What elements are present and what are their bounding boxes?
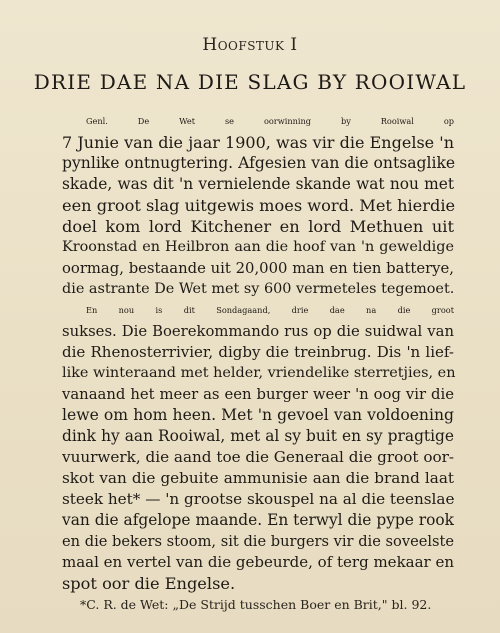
text-line: een groot slag uitgewis moes word. Met hierdie (62, 196, 456, 215)
text-line: steek het* — 'n grootse skouspel na al die teenslae (62, 490, 455, 508)
footnote: *C. R. de Wet: „De Strijd tusschen Boer en Brit," bl. 92. (80, 597, 432, 612)
text-line: en die bekers stoom, sit die burgers vir die soveelste (62, 533, 454, 550)
text-line: lewe om hom heen. Met 'n gevoel van voldoening (62, 406, 454, 424)
text-line: maal en vertel van die gebeurde, of terg mekaar en (62, 553, 455, 571)
chapter-heading: Hoofstuk I (202, 35, 298, 55)
text-line: sukses. Die Boerekommando rus op die suidwal van (62, 323, 454, 340)
text-line: vanaand het meer as een burger weer 'n oog vir die (62, 386, 454, 403)
text-line: oormag, bestaande uit 20,000 man en tien batterye, (62, 260, 454, 277)
text-line: spot oor die Engelse. (62, 574, 236, 593)
text-line: doel kom lord Kitchener en lord Methuen uit (62, 217, 454, 236)
text-line: die astrante De Wet met sy 600 vermeteles tegemoet. (62, 281, 455, 297)
text-line: pynlike ontnugtering. Afgesien van die ontsaglike (62, 154, 456, 172)
text-line: dink hy aan Rooiwal, met al sy buit en sy pragtige (62, 427, 454, 445)
text-line: skot van die gebuite ammunisie aan die brand laat (62, 469, 454, 487)
text-line: van die afgelope maande. En terwyl die pype rook (62, 511, 454, 529)
text-line: En nou is dit Sondagaand, drie dae na die groot (86, 305, 454, 315)
text-line: Kroonstad en Heilbron aan die hoof van 'n geweldige (62, 239, 454, 255)
paragraph (62, 300, 454, 594)
text-line: die Rhenosterrivier, digby die treinbrug. Dis 'n lief- (62, 343, 454, 361)
text-line: 7 Junie van die jaar 1900, was vir die Engelse 'n (62, 133, 454, 152)
text-line: Genl. De Wet se oorwinning by Rooiwal op (86, 116, 454, 126)
text-line: like winteraand met helder, vriendelike sterretjies, en (62, 365, 456, 381)
text-line: vuurwerk, die aand toe die Generaal die groot oor- (62, 448, 455, 466)
body-text (62, 111, 454, 594)
paragraph (62, 111, 454, 300)
chapter-title: DRIE DAE NA DIE SLAG BY ROOIWAL (33, 70, 467, 94)
text-line: skade, was dit 'n vernielende skande wat nou met (62, 175, 454, 193)
